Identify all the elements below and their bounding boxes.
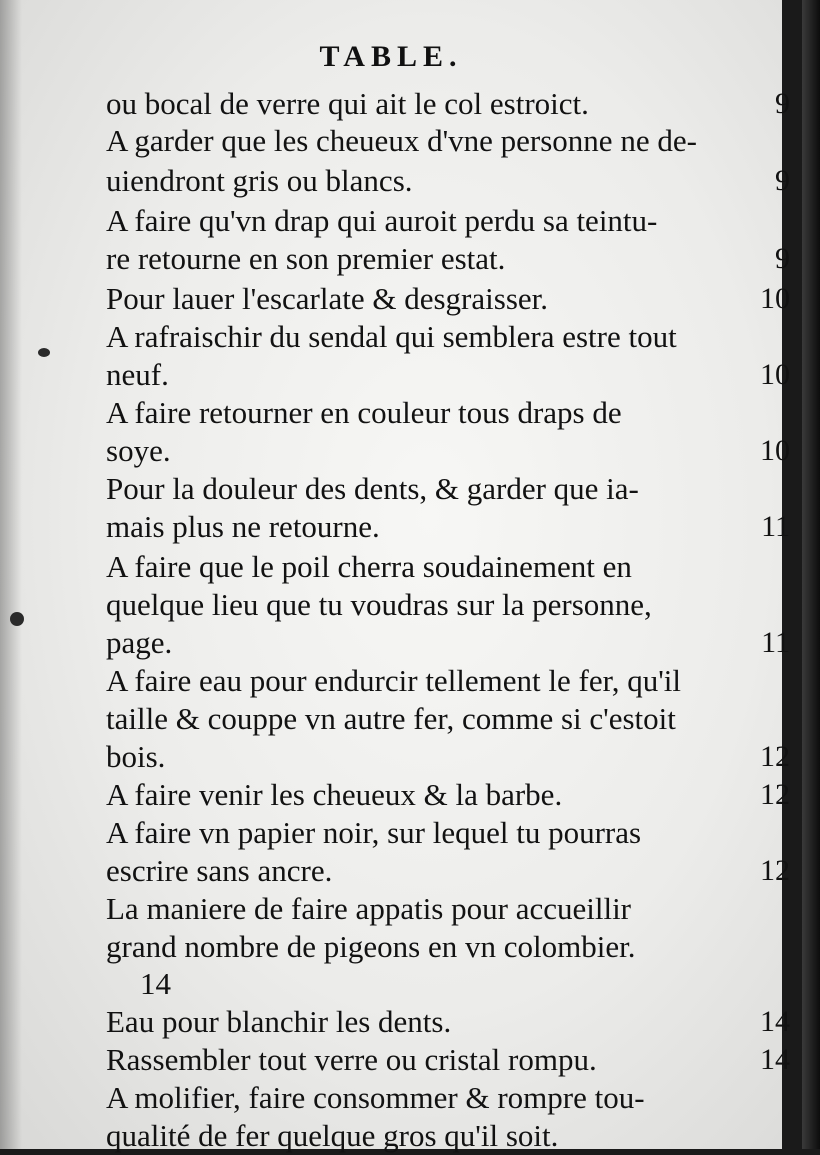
entry-text: A faire que le poil cherra soudainement en: [106, 549, 632, 584]
list-item: [106, 890, 786, 928]
entry-text: mais plus ne retourne.: [106, 509, 380, 544]
list-item: [106, 738, 790, 776]
entry-text: A rafraischir du sendal qui semblera estre tout: [106, 319, 677, 354]
page-number: 14: [760, 1043, 790, 1076]
list-item: [106, 432, 790, 470]
entry-text: Rassembler tout verre ou cristal rompu.: [106, 1042, 597, 1077]
list-item: [106, 852, 790, 890]
page-number: 14: [760, 1005, 790, 1038]
list-item: [106, 470, 786, 508]
list-item: [106, 814, 786, 852]
entry-text: grand nombre de pigeons en vn colombier.: [106, 929, 636, 964]
ink-blot: [38, 348, 50, 357]
list-item: [106, 662, 786, 700]
entry-text: A molifier, faire consommer & rompre tou-: [106, 1080, 645, 1115]
page-number: 9: [775, 164, 790, 197]
entry-text: Pour lauer l'escarlate & desgraisser.: [106, 281, 549, 316]
entry-text: escrire sans ancre.: [106, 853, 333, 888]
list-item: [106, 1041, 790, 1079]
list-item: [106, 202, 786, 240]
ink-blot: [10, 612, 24, 626]
entry-text: re retourne en son premier estat.: [106, 241, 506, 276]
entry-text: page.: [106, 625, 173, 660]
list-item: [106, 586, 786, 624]
entry-text: 14: [140, 966, 171, 1001]
list-item: [106, 928, 786, 966]
entry-text: taille & couppe vn autre fer, comme si c'estoit: [106, 701, 676, 736]
page-number: 10: [760, 434, 790, 467]
page-edge: [802, 0, 820, 1149]
list-item: [106, 394, 786, 432]
list-item: [106, 85, 790, 123]
list-item: [106, 280, 790, 318]
list-item: [106, 700, 786, 738]
page-number: 10: [760, 282, 790, 315]
page-number: 9: [775, 87, 790, 120]
entry-text: Eau pour blanchir les dents.: [106, 1004, 452, 1039]
entry-text: quelque lieu que tu voudras sur la personne,: [106, 587, 652, 622]
list-item: [106, 624, 790, 662]
entry-text: A faire venir les cheueux & la barbe.: [106, 777, 563, 812]
page-number: 9: [775, 242, 790, 275]
entry-text: Pour la douleur des dents, & garder que ia-: [106, 471, 639, 506]
page-title: TABLE.: [319, 40, 463, 73]
entry-text: A faire retourner en couleur tous draps de: [106, 395, 622, 430]
list-item: [140, 965, 820, 1003]
page-number: 11: [761, 626, 790, 659]
page-number: 10: [760, 358, 790, 391]
entry-text: soye.: [106, 433, 171, 468]
page-number: 12: [760, 740, 790, 773]
entry-text: qualité de fer quelque gros qu'il soit.: [106, 1118, 559, 1153]
list-item: [106, 776, 790, 814]
list-item: [106, 548, 786, 586]
entry-text: A faire qu'vn drap qui auroit perdu sa teintu-: [106, 203, 658, 238]
list-item: [106, 162, 790, 200]
page-number: 12: [760, 778, 790, 811]
list-item: [106, 356, 790, 394]
list-item: [106, 240, 790, 278]
entry-text: A faire eau pour endurcir tellement le fer, qu'il: [106, 663, 682, 698]
entry-text: bois.: [106, 739, 166, 774]
entry-text: ou bocal de verre qui ait le col estroict.: [106, 86, 589, 121]
list-item: [106, 1079, 786, 1117]
entry-text: neuf.: [106, 357, 169, 392]
entry-text: A faire vn papier noir, sur lequel tu pourras: [106, 815, 642, 850]
list-item: [106, 508, 790, 546]
list-item: [106, 122, 786, 160]
list-item: [106, 1003, 790, 1041]
entry-text: uiendront gris ou blancs.: [106, 163, 413, 198]
list-item: [106, 318, 786, 356]
entry-text: La maniere de faire appatis pour accueillir: [106, 891, 632, 926]
entry-text: A garder que les cheueux d'vne personne ne de-: [106, 123, 697, 158]
page-number: 12: [760, 854, 790, 887]
list-item: [106, 1117, 786, 1155]
page-number: 11: [761, 510, 790, 543]
page-gutter-shadow: [0, 0, 22, 1149]
